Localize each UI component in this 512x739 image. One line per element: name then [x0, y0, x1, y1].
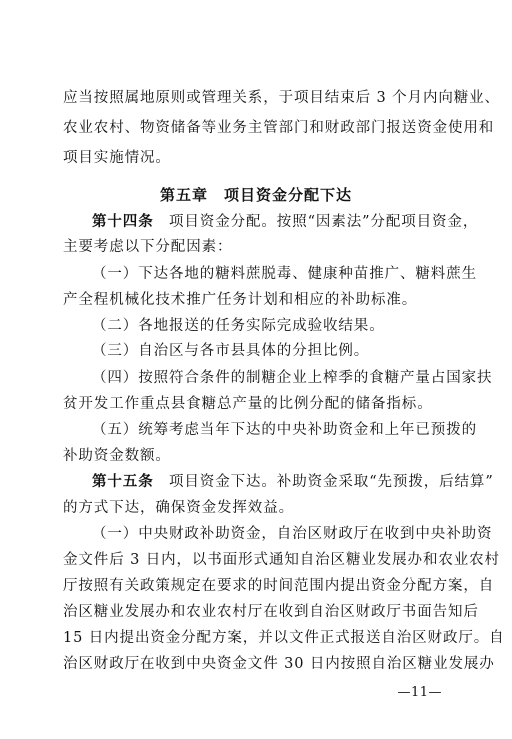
article-15-label: 第十五条 [92, 473, 154, 490]
article-14-item-4-line-2: 贫开发工作重点县食糖总产量的比例分配的储备指标。 [63, 396, 433, 412]
article-14-item-5-line-1: （五）统筹考虑当年下达的中央补助资金和上年已预拨的 [92, 422, 477, 438]
article-14-line-2: 主要考虑以下分配因素： [63, 239, 233, 255]
article-14-item-3: （三）自治区与各市县具体的分担比例。 [92, 343, 370, 359]
article-14-item-2: （二）各地报送的任务实际完成验收结果。 [92, 318, 385, 334]
article-14-item-1-line-1: （一）下达各地的糖料蔗脱毒、健康种苗推广、糖料蔗生 [92, 266, 477, 282]
article-14-label: 第十四条 [92, 213, 154, 230]
intro-line-1: 应当按照属地原则或管理关系，于项目结束后 3 个月内向糖业、 [63, 90, 500, 106]
article-14-item-1-line-2: 产全程机械化技术推广任务计划和相应的补助标准。 [63, 292, 418, 308]
article-15-text: 项目资金下达。补助资金采取“先预拨，后结算” [153, 474, 494, 490]
article-15-first-line [92, 472, 494, 492]
article-15-item-1-line-1: （一）中央财政补助资金，自治区财政厅在收到中央补助资 [92, 526, 493, 542]
article-15-item-1-line-3: 厅按照有关政策规定在要求的时间范围内提出资金分配方案，自 [63, 578, 495, 594]
article-15-item-1-line-6: 治区财政厅在收到中央资金文件 30 日内按照自治区糖业发展办 [63, 656, 495, 672]
article-15-line-2: 的方式下达，确保资金发挥效益。 [63, 500, 294, 516]
article-14-text: 项目资金分配。按照“因素法”分配项目资金， [153, 214, 479, 230]
article-14-item-5-line-2: 补助资金数额。 [63, 448, 171, 464]
article-15-item-1-line-2: 金文件后 3 日内，以书面形式通知自治区糖业发展办和农业农村 [63, 552, 500, 568]
article-15-item-1-line-5: 15 日内提出资金分配方案，并以文件正式报送自治区财政厅。自 [63, 630, 505, 646]
intro-line-2: 农业农村、物资储备等业务主管部门和财政部门报送资金使用和 [63, 120, 495, 136]
article-15-item-1-line-4: 治区糖业发展办和农业农村厅在收到自治区财政厅书面告知后 [63, 604, 479, 620]
chapter-title: 第五章 项目资金分配下达 [159, 186, 352, 204]
intro-line-3: 项目实施情况。 [63, 150, 171, 166]
article-14-first-line [92, 212, 478, 232]
page-number: —11— [397, 685, 442, 700]
article-14-item-4-line-1: （四）按照符合条件的制糖企业上榨季的食糖产量占国家扶 [92, 370, 493, 386]
